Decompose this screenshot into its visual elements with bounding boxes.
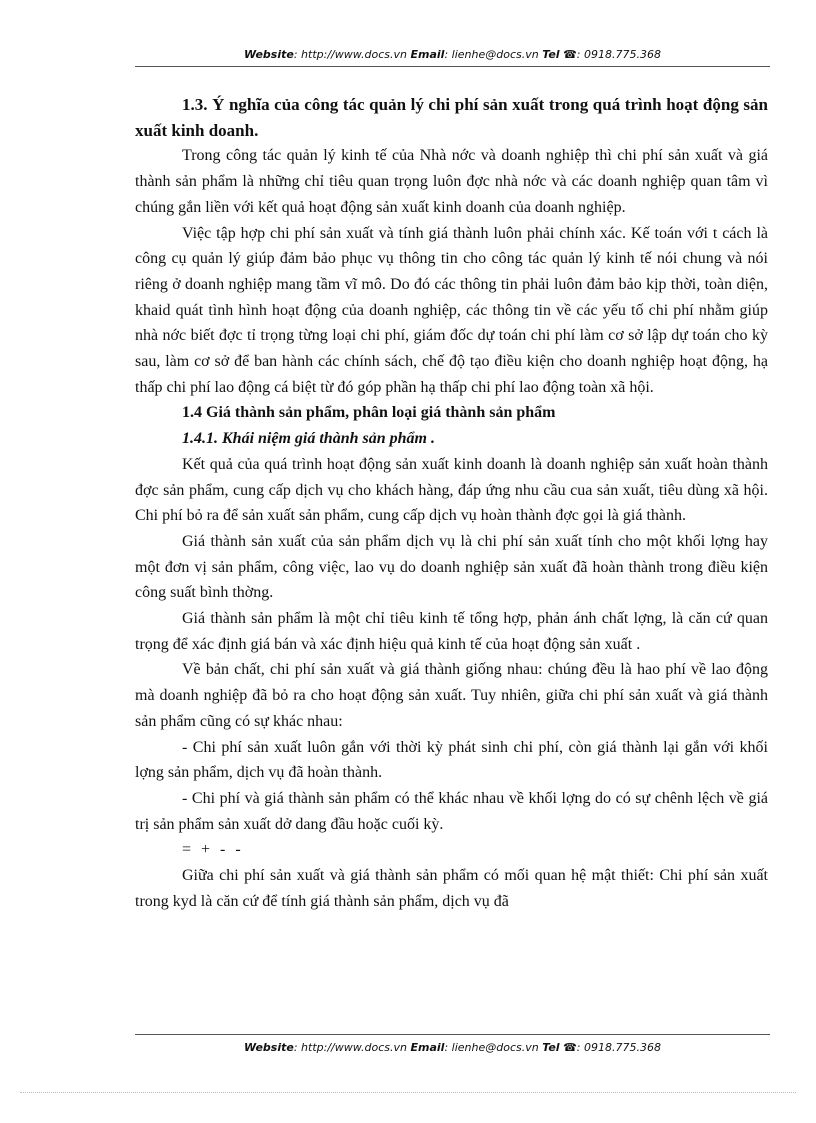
heading-1-4-1: 1.4.1. Khái niệm giá thành sản phẩm . [182, 430, 435, 448]
phone-icon: ☎ [563, 1041, 577, 1054]
phone-icon: ☎ [563, 48, 577, 61]
footer-tel-label: Tel [542, 1041, 560, 1054]
paragraph: Về bản chất, chi phí sản xuất và giá thành giống nhau: chúng đều là hao phí về lao động mà doanh nghiệp đã bỏ ra cho hoạt động sản xuất. Tuy nhiên, giữa chi phí sản xuất và giá thành sản phẩm cũng có sự khác nhau: [135, 661, 768, 730]
footer-email-label: Email [410, 1041, 445, 1054]
paragraph: Giữa chi phí sản xuất và giá thành sản phẩm có mối quan hệ mật thiết: Chi phí sản xuất trong kyd là căn cứ để tính giá thành sản phẩm, dịch vụ đã [135, 867, 768, 910]
header-email-label: Email [410, 48, 445, 61]
footer-website-label: Website [244, 1041, 294, 1054]
header-website-label: Website [244, 48, 294, 61]
page-bottom-border [20, 1092, 796, 1093]
footer-website-value: : http://www.docs.vn [293, 1041, 408, 1054]
footer-rule [135, 1034, 770, 1035]
formula-line: = + - - [182, 841, 244, 859]
header-rule [135, 66, 770, 67]
header-tel-value: : 0918.775.368 [576, 48, 661, 61]
paragraph: Giá thành sản phẩm là một chỉ tiêu kinh tế tổng hợp, phản ánh chất lợng, là căn cứ quan trọng để xác định giá bán và xác định hiệu quả kinh tế của hoạt động sản xuất . [135, 610, 768, 653]
header-tel-label: Tel [542, 48, 560, 61]
list-item: - Chi phí sản xuất luôn gắn với thời kỳ phát sinh chi phí, còn giá thành lại gắn với khối lợng sản phẩm, dịch vụ đã hoàn thành. [135, 738, 768, 782]
footer-tel-value: : 0918.775.368 [576, 1041, 661, 1054]
paragraph: Trong công tác quản lý kinh tế của Nhà nớc và doanh nghiệp thì chi phí sản xuất và giá thành sản phẩm là những chỉ tiêu quan trọng luôn đợc nhà nớc và các doanh nghiệp quan tâm vì chúng gắn liền với kết quả hoạt động sản xuất kinh doanh của doanh nghiệp. [135, 147, 768, 216]
header-website-value: : http://www.docs.vn [293, 48, 408, 61]
list-item: - Chi phí và giá thành sản phẩm có thể khác nhau về khối lợng do có sự chênh lệch về giá trị sản phẩm sản xuất dở dang đầu hoặc cuối kỳ. [135, 789, 768, 833]
header-email-value: : lienhe@docs.vn [444, 48, 539, 61]
paragraph: Giá thành sản xuất của sản phẩm dịch vụ là chi phí sản xuất tính cho một khối lợng hay một đơn vị sản phẩm, công việc, lao vụ do doanh nghiệp sản xuất đã hoàn thành trong điều kiện công suất bình thờng. [135, 532, 768, 602]
paragraph: Kết quả của quá trình hoạt động sản xuất kinh doanh là doanh nghiệp sản xuất hoàn thành đợc sản phẩm, cung cấp dịch vụ cho khách hàng, đáp ứng nhu cầu cua sản xuất, tiêu dùng xã hội. Chi phí bỏ ra để sản xuất sản phẩm, cung cấp dịch vụ hoàn thành đợc gọi là giá thành. [135, 455, 768, 525]
page-footer [135, 1041, 770, 1054]
heading-1-3: 1.3. Ý nghĩa của công tác quản lý chi phí sản xuất trong quá trình hoạt động sản xuất kinh doanh. [135, 95, 768, 140]
heading-1-4: 1.4 Giá thành sản phẩm, phân loại giá thành sản phẩm [182, 404, 556, 422]
footer-email-value: : lienhe@docs.vn [444, 1041, 539, 1054]
document-body [135, 92, 768, 915]
paragraph: Việc tập hợp chi phí sản xuất và tính giá thành luôn phải chính xác. Kế toán với t cách là công cụ quản lý giúp đảm bảo phục vụ thông tin cho công tác quản lý kinh tế nói chung và nói riêng ở doanh nghiệp mang tầm vĩ mô. Do đó các thông tin phải luôn đảm bảo kịp thời, toàn diện, khaid quát tình hình hoạt động của doanh nghiệp, các thông tin về các yếu tố chi phí nhằm giúp nhà nớc biết đợc tỉ trọng từng loại chi phí, giám đốc dự toán chi phí làm cơ sở lập dự toán cho kỳ sau, làm cơ sở để ban hành các chính sách, chế độ tạo điều kiện cho doanh nghiệp hoạt động, hạ thấp chi phí lao động cá biệt từ đó góp phần hạ thấp chi phí lao động toàn xã hội. [135, 224, 768, 396]
page-header [135, 48, 770, 61]
